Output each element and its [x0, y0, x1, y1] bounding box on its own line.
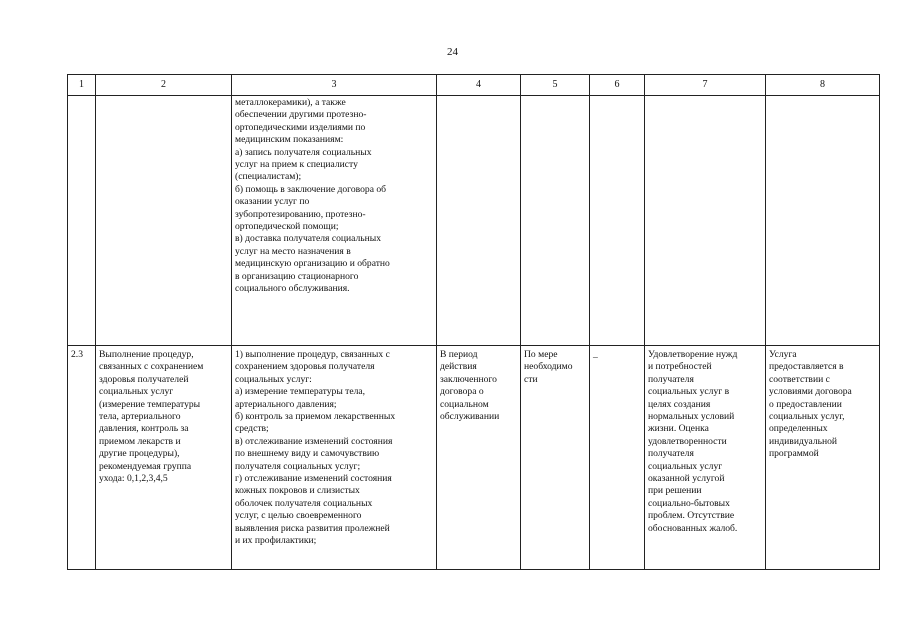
cell-service-name — [96, 96, 232, 346]
services-table — [67, 74, 880, 570]
cell-number: 2.3 — [68, 346, 96, 570]
header-col-8: 8 — [766, 75, 880, 96]
cell-quality-indicators — [645, 96, 766, 346]
cell-number — [68, 96, 96, 346]
cell-frequency: По мере необходимо сти — [521, 346, 590, 570]
header-col-6: 6 — [590, 75, 645, 96]
cell-conditions — [766, 96, 880, 346]
table-row-2-3 — [68, 346, 880, 570]
cell-conditions: Услуга предоставляется в соответствии с условиями договора о предоставлении социальных услуг, определенных индивидуальной программой — [766, 346, 880, 570]
header-col-7: 7 — [645, 75, 766, 96]
cell-service-description: металлокерамики), а также обеспечении другими протезно- ортопедическими изделиями по медицинским показаниям: а) запись получателя социальных услуг на прием к специалисту (специалистам); б) помощь в заключение договора об оказании услуг по зубопротезированию, протезно- ортопедической помощи; в) доставка получателя социальных услуг на место назначения в медицинскую организацию и обратно в организацию стационарного социального обслуживания. — [232, 96, 437, 346]
cell-service-description: 1) выполнение процедур, связанных с сохранением здоровья получателя социальных услуг: а) измерение температуры тела, артериального давления; б) контроль за приемом лекарственных средств; в) отслеживание изменений состояния по внешнему виду и самочувствию получателя социальных услуг; г) отслеживание изменений состояния кожных покровов и слизистых оболочек получателя социальных услуг, с целью своевременного выявления риска развития пролежней и их профилактики; — [232, 346, 437, 570]
header-col-1: 1 — [68, 75, 96, 96]
cell-col-6: _ — [590, 346, 645, 570]
cell-period — [437, 96, 521, 346]
header-col-3: 3 — [232, 75, 437, 96]
cell-service-name: Выполнение процедур, связанных с сохранением здоровья получателей социальных услуг (измерение температуры тела, артериального давления, контроль за приемом лекарств и другие процедуры), рекомендуемая группа ухода: 0,1,2,3,4,5 — [96, 346, 232, 570]
cell-quality-indicators: Удовлетворение нужд и потребностей получателя социальных услуг в целях создания нормальных условий жизни. Оценка удовлетворенности получателя социальных услуг оказанной услугой при решении социально-бытовых проблем. Отсутствие обоснованных жалоб. — [645, 346, 766, 570]
header-col-4: 4 — [437, 75, 521, 96]
header-col-2: 2 — [96, 75, 232, 96]
cell-col-6 — [590, 96, 645, 346]
table-header-row — [68, 75, 880, 96]
table-row-continuation — [68, 96, 880, 346]
header-col-5: 5 — [521, 75, 590, 96]
cell-period: В период действия заключенного договора о социальном обслуживании — [437, 346, 521, 570]
cell-frequency — [521, 96, 590, 346]
page-number: 24 — [447, 46, 458, 58]
